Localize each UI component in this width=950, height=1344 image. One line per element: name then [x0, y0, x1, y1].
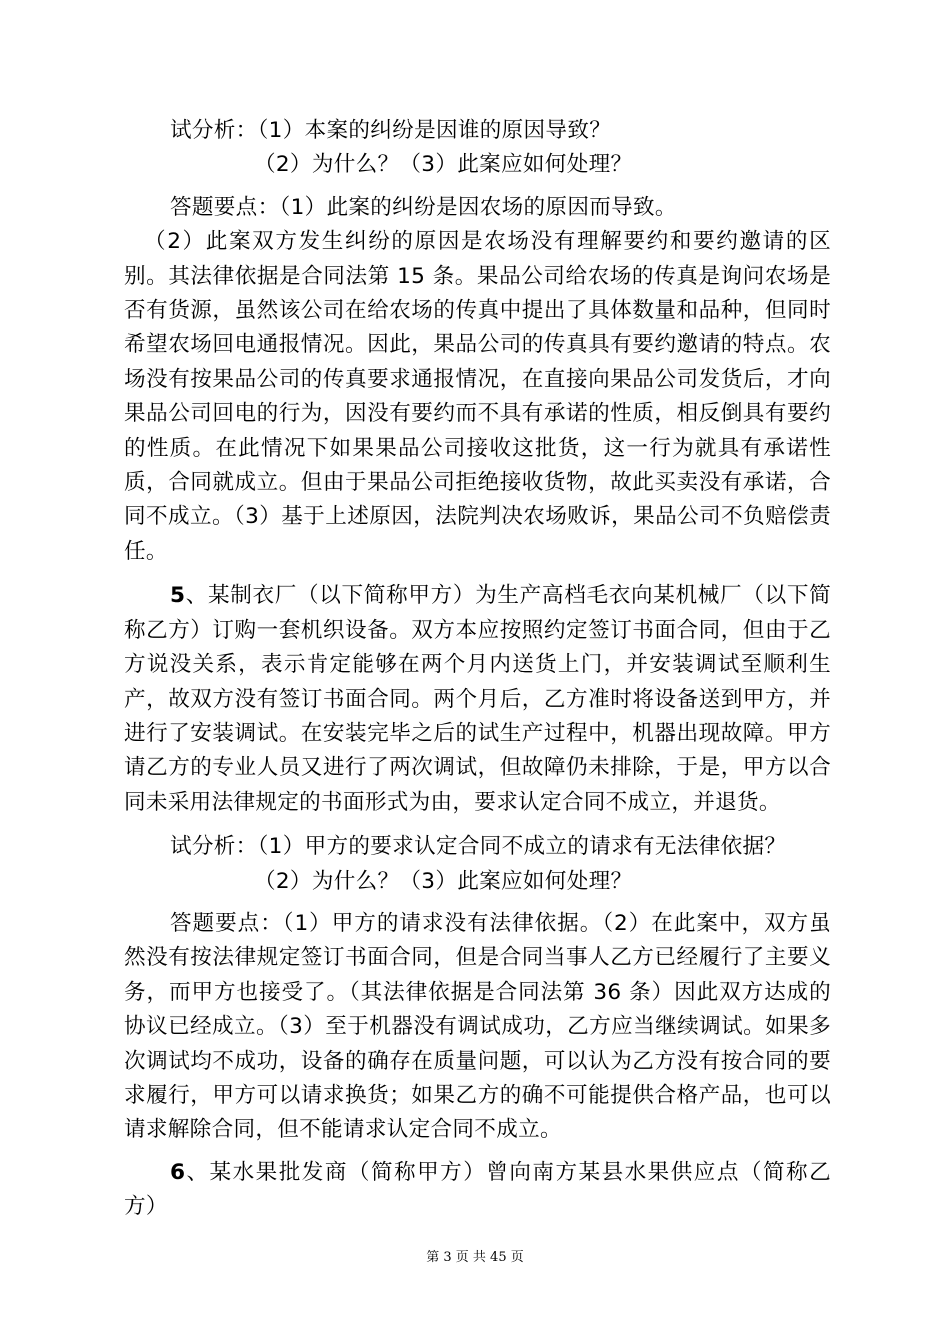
q4-analysis-line2: （2）为什么？（3）此案应如何处理？ — [254, 152, 633, 178]
q4-analysis-line1: 试分析：（1）本案的纠纷是因谁的原因导致？ — [170, 118, 612, 143]
page-footer: 第 3 页 共 45 页 — [426, 1250, 524, 1265]
q5-answer: 答题要点：（1）甲方的请求没有法律依据。（2）在此案中，双方虽然没有按法律规定签订书面合同，但是合同当事人乙方已经履行了主要义务，而甲方也接受了。（其法律依据是合同法第 36 条）因此双方达成的协议已经成立。（3）至于机器没有调试成功，乙方应当继续调试。如果多次调试均不成功，设备的确存在质量问题，可以认为乙方没有按合同的要求履行，甲方可以请求换货；如果乙方的确不可能提供合格产品，也可以请求解除合同，但不能请求认定合同不成立。 — [124, 910, 831, 1143]
q4-answer-point2: （2）此案双方发生纠纷的原因是农场没有理解要约和要约邀请的区别。其法律依据是合同法第 15 条。果品公司给农场的传真是询问农场是否有货源，虽然该公司在给农场的传真中提出了具体数量和品种，但同时希望农场回电通报情况。因此，果品公司的传真具有要约邀请的特点。农场没有按果品公司的传真要求通报情况，在直接向果品公司发货后，才向果品公司回电的行为，因没有要约而不具有承诺的性质，相反倒具有要约的性质。在此情况下如果果品公司接收这批货，这一行为就具有承诺性质，合同就成立。但由于果品公司拒绝接收货物，故此买卖没有承诺，合同不成立。（3）基于上述原因，法院判决农场败诉，果品公司不负赔偿责任。 — [124, 229, 831, 564]
q4-answer-point1: 答题要点：（1）此案的纠纷是因农场的原因而导致。 — [170, 194, 677, 220]
question-5-text: 、某制衣厂（以下简称甲方）为生产高档毛衣向某机械厂（以下简称乙方）订购一套机织设备。双方本应按照约定签订书面合同，但由于乙方说没关系，表示肯定能够在两个月内送货上门，并安装调试至顺利生产，故双方没有签订书面合同。两个月后，乙方准时将设备送到甲方，并进行了安装调试。在安装完毕之后的试生产过程中，机器出现故障。甲方请乙方的专业人员又进行了两次调试，但故障仍未排除，于是，甲方以合同未采用法律规定的书面形式为由，要求认定合同不成立，并退货。 — [124, 583, 831, 815]
question-5 — [124, 579, 831, 820]
question-5-number: 5 — [170, 583, 186, 609]
question-6-text: 、某水果批发商（简称甲方）曾向南方某县水果供应点（简称乙方） — [124, 1159, 831, 1220]
q5-analysis-line2: （2）为什么？（3）此案应如何处理？ — [254, 868, 633, 894]
q5-analysis-line1: 试分析：（1）甲方的要求认定合同不成立的请求有无法律依据？ — [170, 834, 787, 860]
question-6 — [124, 1156, 831, 1225]
question-6-number: 6 — [170, 1159, 186, 1185]
document-body — [124, 114, 831, 1225]
